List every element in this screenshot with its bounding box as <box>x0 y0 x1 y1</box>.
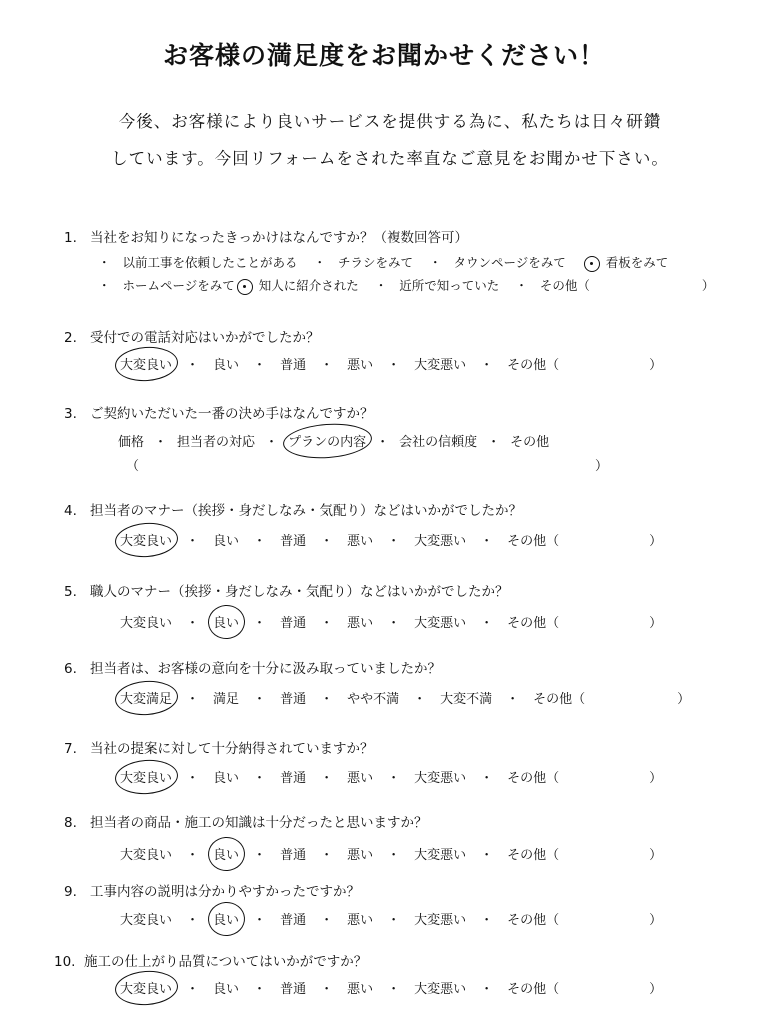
option-very-good[interactable]: 大変良い <box>120 976 172 999</box>
option-somewhat-dissatisfied[interactable]: やや不満 <box>347 692 400 707</box>
option-referral[interactable]: 知人に紹介された <box>258 278 359 293</box>
bullet: ・ <box>320 534 334 549</box>
option-very-good[interactable]: 大変良い <box>120 765 172 788</box>
option-company-trust[interactable]: 会社の信頼度 <box>399 435 478 450</box>
option-bad[interactable]: 悪い <box>347 913 374 928</box>
other-close-paren: ） <box>649 616 663 631</box>
other-close-paren: ） <box>649 848 663 863</box>
option-very-bad[interactable]: 大変悪い <box>414 913 467 928</box>
question-1-title <box>64 226 468 246</box>
question-8-title <box>64 811 428 831</box>
option-good[interactable]: 良い <box>213 534 240 549</box>
option-other-close: ） <box>701 278 715 293</box>
question-number: 2. <box>64 330 77 346</box>
bullet: ・ <box>320 692 334 707</box>
bullet: ・ <box>376 435 390 450</box>
question-10-title <box>54 950 368 970</box>
question-7-title <box>64 737 374 757</box>
bullet: ・ <box>253 616 267 631</box>
question-number: 5. <box>64 584 77 600</box>
question-7-options <box>120 765 662 788</box>
option-very-bad[interactable]: 大変悪い <box>414 358 467 373</box>
option-bad[interactable]: 悪い <box>347 616 374 631</box>
bullet: ・ <box>98 278 111 293</box>
question-text: 担当者のマナー（挨拶・身だしなみ・気配り）などはいかがでしたか？ <box>90 503 522 519</box>
option-other[interactable]: その他（ <box>507 358 560 373</box>
question-1-options-row-1 <box>98 253 680 272</box>
option-bad[interactable]: 悪い <box>347 358 374 373</box>
other-close-paren: ） <box>649 771 663 786</box>
option-bad[interactable]: 悪い <box>347 848 374 863</box>
bullet: ・ <box>320 771 334 786</box>
question-number: 9. <box>64 884 77 900</box>
bullet: ・ <box>186 692 200 707</box>
bullet: ・ <box>387 982 401 997</box>
option-nearby[interactable]: 近所で知っていた <box>399 278 500 293</box>
bullet: ・ <box>186 982 200 997</box>
option-average[interactable]: 普通 <box>280 771 307 786</box>
question-4-title <box>64 499 522 519</box>
bullet: ・ <box>320 913 334 928</box>
bullet: ・ <box>186 358 200 373</box>
question-text: 工事内容の説明は分かりやすかったですか？ <box>90 884 360 900</box>
question-number: 10. <box>54 954 76 970</box>
bullet: ・ <box>320 358 334 373</box>
bullet: ・ <box>387 534 401 549</box>
option-very-dissatisfied[interactable]: 大変不満 <box>440 692 493 707</box>
option-other[interactable]: その他（ <box>507 982 560 997</box>
option-good[interactable]: 良い <box>213 358 240 373</box>
question-text: 職人のマナー（挨拶・身だしなみ・気配り）などはいかがでしたか？ <box>90 584 509 600</box>
bullet: ・ <box>506 692 520 707</box>
option-average[interactable]: 普通 <box>280 982 307 997</box>
question-number: 3. <box>64 406 77 422</box>
option-good[interactable]: 良い <box>213 842 239 865</box>
option-average[interactable]: 普通 <box>280 692 307 707</box>
bullet: ・ <box>320 982 334 997</box>
bullet: ・ <box>387 358 401 373</box>
page-title: お客様の満足度をお聞かせください！ <box>162 41 605 70</box>
option-previous-work[interactable]: 以前工事を依頼したことがある <box>122 255 298 270</box>
bullet: ・ <box>480 913 494 928</box>
question-1-options-row-2 <box>98 276 714 295</box>
bullet: ・ <box>429 255 442 270</box>
question-number: 6. <box>64 661 77 677</box>
option-other[interactable]: その他（ <box>507 534 560 549</box>
bullet: ・ <box>413 692 427 707</box>
bullet: ・ <box>387 848 401 863</box>
option-satisfied[interactable]: 満足 <box>213 692 240 707</box>
option-good[interactable]: 良い <box>213 610 239 633</box>
option-average[interactable]: 普通 <box>280 913 307 928</box>
bullet: ・ <box>313 255 327 270</box>
checked-circle-mark <box>237 279 253 295</box>
question-2-options <box>120 352 662 375</box>
question-8-options <box>120 842 662 865</box>
option-very-bad[interactable]: 大変悪い <box>414 534 467 549</box>
option-other[interactable]: その他（ <box>507 848 560 863</box>
question-number: 7. <box>64 741 77 757</box>
question-number: 1. <box>64 230 77 246</box>
option-very-good[interactable]: 大変良い <box>120 848 173 863</box>
question-text: 受付での電話対応はいかがでしたか？ <box>90 330 320 346</box>
question-5-title <box>64 580 509 600</box>
other-close-paren: ） <box>595 459 609 474</box>
option-other[interactable]: その他 <box>510 435 550 450</box>
option-very-good[interactable]: 大変良い <box>120 616 173 631</box>
bullet: ・ <box>480 358 494 373</box>
bullet: ・ <box>98 255 111 270</box>
bullet: ・ <box>253 358 267 373</box>
bullet: ・ <box>186 848 200 863</box>
question-3-other-field[interactable] <box>126 455 608 474</box>
question-9-options <box>120 907 662 930</box>
question-text: 施工の仕上がり品質についてはいかがですか？ <box>84 954 368 970</box>
bullet: ・ <box>480 771 494 786</box>
question-text: ご契約いただいた一番の決め手はなんですか？ <box>90 406 374 422</box>
bullet: ・ <box>253 771 267 786</box>
question-3-options <box>118 429 549 452</box>
option-very-good[interactable]: 大変良い <box>120 352 172 375</box>
option-other[interactable]: その他（ <box>507 771 560 786</box>
option-bad[interactable]: 悪い <box>347 534 374 549</box>
bullet: ・ <box>253 848 267 863</box>
bullet: ・ <box>387 771 401 786</box>
question-10-options <box>120 976 662 999</box>
option-other[interactable]: その他（ <box>539 278 590 293</box>
bullet: ・ <box>480 616 494 631</box>
option-price[interactable]: 価格 <box>118 435 145 450</box>
other-close-paren: ） <box>677 692 691 707</box>
other-close-paren: ） <box>649 982 663 997</box>
other-close-paren: ） <box>649 534 663 549</box>
question-9-title <box>64 880 360 900</box>
option-other[interactable]: その他（ <box>533 692 586 707</box>
question-6-options <box>120 686 690 709</box>
intro-line-2: しています。今回リフォームをされた率直なご意見をお聞かせ下さい。 <box>111 149 669 168</box>
bullet: ・ <box>387 913 401 928</box>
bullet: ・ <box>253 534 267 549</box>
bullet: ・ <box>186 534 200 549</box>
option-very-bad[interactable]: 大変悪い <box>414 982 467 997</box>
bullet: ・ <box>320 848 334 863</box>
option-very-satisfied[interactable]: 大変満足 <box>120 686 172 709</box>
option-good[interactable]: 良い <box>213 771 240 786</box>
option-very-bad[interactable]: 大変悪い <box>414 771 467 786</box>
option-bad[interactable]: 悪い <box>347 771 374 786</box>
bullet: ・ <box>480 848 494 863</box>
option-signboard[interactable]: 看板をみて <box>605 255 669 270</box>
option-other[interactable]: その他（ <box>507 616 560 631</box>
bullet: ・ <box>186 913 200 928</box>
bullet: ・ <box>387 616 401 631</box>
other-close-paren: ） <box>649 913 663 928</box>
bullet: ・ <box>487 435 501 450</box>
option-staff-response[interactable]: 担当者の対応 <box>177 435 256 450</box>
question-text: 当社の提案に対して十分納得されていますか？ <box>90 741 374 757</box>
question-4-options <box>120 528 662 551</box>
bullet: ・ <box>374 278 388 293</box>
option-average[interactable]: 普通 <box>280 358 307 373</box>
question-number: 4. <box>64 503 77 519</box>
option-average[interactable]: 普通 <box>280 534 307 549</box>
intro-line-1: 今後、お客様により良いサービスを提供する為に、私たちは日々研鑽 <box>118 112 662 131</box>
bullet: ・ <box>186 616 200 631</box>
bullet: ・ <box>265 435 279 450</box>
option-other[interactable]: その他（ <box>507 913 560 928</box>
bullet: ・ <box>253 982 267 997</box>
bullet: ・ <box>320 616 334 631</box>
question-text: 当社をお知りになったきっかけはなんですか？（複数回答可） <box>90 230 468 246</box>
checked-circle-mark <box>584 256 600 272</box>
other-close-paren: ） <box>649 358 663 373</box>
option-homepage[interactable]: ホームページをみて <box>122 278 235 293</box>
bullet: ・ <box>480 534 494 549</box>
option-good[interactable]: 良い <box>213 982 240 997</box>
option-good[interactable]: 良い <box>213 907 239 930</box>
other-open-paren: （ <box>126 459 140 474</box>
option-very-good[interactable]: 大変良い <box>120 913 173 928</box>
option-very-good[interactable]: 大変良い <box>120 528 172 551</box>
bullet: ・ <box>515 278 528 293</box>
question-3-title <box>64 402 374 422</box>
question-text: 担当者は、お客様の意向を十分に汲み取っていましたか？ <box>90 661 441 677</box>
option-very-bad[interactable]: 大変悪い <box>414 848 467 863</box>
question-6-title <box>64 657 441 677</box>
option-very-bad[interactable]: 大変悪い <box>414 616 467 631</box>
option-average[interactable]: 普通 <box>280 848 307 863</box>
bullet: ・ <box>186 771 200 786</box>
option-plan-content[interactable]: プランの内容 <box>288 429 366 452</box>
question-5-options <box>120 610 662 633</box>
bullet: ・ <box>253 692 267 707</box>
bullet: ・ <box>253 913 267 928</box>
bullet: ・ <box>480 982 494 997</box>
option-flyer[interactable]: チラシをみて <box>338 255 414 270</box>
question-2-title <box>64 326 320 346</box>
question-number: 8. <box>64 815 77 831</box>
bullet: ・ <box>154 435 168 450</box>
option-bad[interactable]: 悪い <box>347 982 374 997</box>
option-average[interactable]: 普通 <box>280 616 307 631</box>
option-town-page[interactable]: タウンページをみて <box>453 255 566 270</box>
question-text: 担当者の商品・施工の知識は十分だったと思いますか？ <box>90 815 428 831</box>
